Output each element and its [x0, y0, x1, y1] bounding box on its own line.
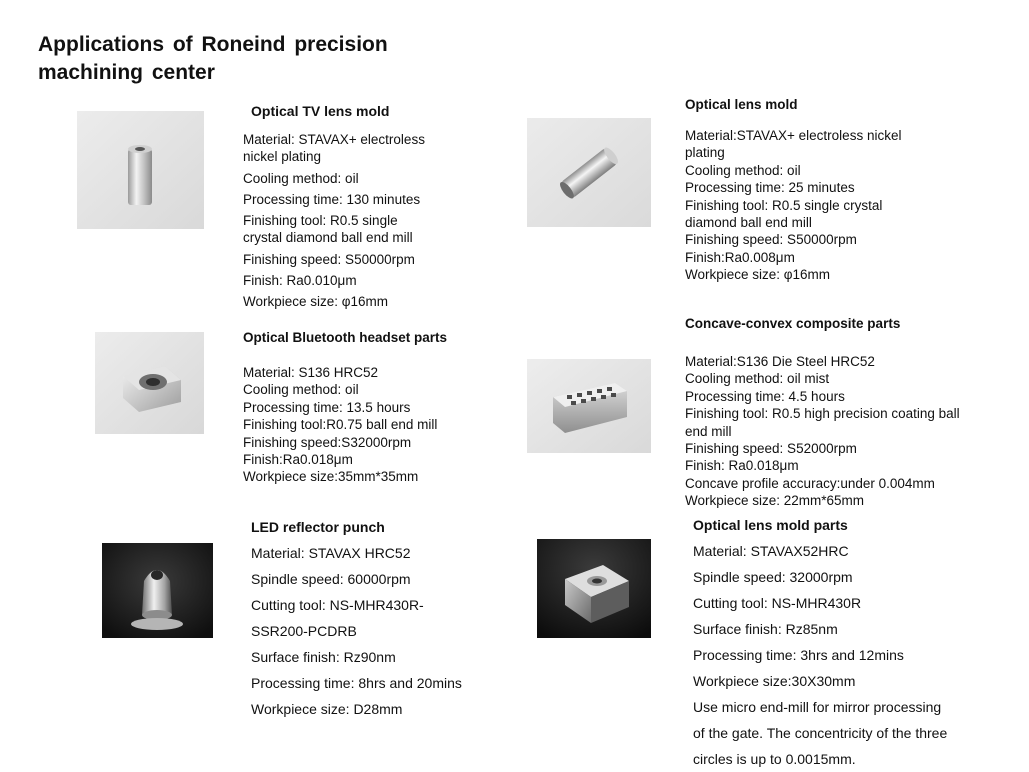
item-heading: Optical lens mold parts	[693, 517, 848, 533]
item-heading: Optical Bluetooth headset parts	[243, 330, 448, 345]
spec-line: Finish:Ra0.018μm	[243, 452, 353, 468]
spec-line: plating	[685, 145, 725, 161]
spec-line: Material: S136 HRC52	[243, 365, 379, 380]
item-heading: LED reflector punch	[251, 519, 385, 535]
spec-line: Processing time: 4.5 hours	[685, 388, 845, 404]
spec-line: Finishing speed: S50000rpm	[685, 232, 857, 248]
spec-line: Cutting tool: NS-MHR430R-	[251, 597, 424, 613]
item-specs	[685, 353, 960, 510]
spec-line: Material:STAVAX+ electroless nickel	[685, 128, 902, 143]
spec-line: Workpiece size: φ16mm	[243, 294, 389, 310]
lens-mold-part-photo	[537, 539, 651, 638]
spec-line: Finishing tool: R0.5 single crystal	[685, 197, 883, 213]
spec-line: crystal diamond ball end mill	[243, 230, 413, 246]
spec-line: Spindle speed: 32000rpm	[693, 569, 853, 585]
led-reflector-punch-photo	[102, 543, 213, 638]
spec-line: Concave profile accuracy:under 0.004mm	[685, 475, 935, 491]
item-specs	[243, 364, 437, 486]
spec-line: Finishing speed:S32000rpm	[243, 434, 412, 450]
spec-line: Workpiece size: 22mm*65mm	[685, 493, 865, 509]
lens-mold-photo	[527, 118, 651, 227]
spec-line: end mill	[685, 423, 732, 439]
tv-lens-mold-photo	[77, 111, 204, 229]
spec-line: Finishing tool:R0.75 ball end mill	[243, 417, 438, 433]
spec-line: Processing time: 3hrs and 12mins	[693, 647, 904, 663]
spec-line: Finishing tool: R0.5 high precision coating ball	[685, 406, 960, 422]
spec-line: Finishing tool: R0.5 single	[243, 213, 398, 229]
spec-line: of the gate. The concentricity of the three	[693, 725, 948, 741]
spec-line: Finish: Ra0.018μm	[685, 458, 799, 474]
spec-line: Material: STAVAX HRC52	[251, 545, 411, 561]
item-heading: Optical lens mold	[685, 97, 798, 112]
spec-line: Cutting tool: NS-MHR430R	[693, 595, 862, 611]
spec-line: Cooling method: oil	[685, 162, 801, 178]
spec-line: Use micro end-mill for mirror processing	[693, 699, 942, 715]
spec-line: Finish:Ra0.008μm	[685, 249, 795, 265]
spec-line: Workpiece size:30X30mm	[693, 673, 856, 689]
spec-line: SSR200-PCDRB	[251, 623, 357, 639]
spec-line: circles is up to 0.0015mm.	[693, 751, 856, 767]
spec-line: Processing time: 25 minutes	[685, 180, 855, 196]
spec-line: Processing time: 130 minutes	[243, 191, 421, 207]
item-heading: Concave-convex composite parts	[685, 316, 901, 331]
spec-line: Cooling method: oil	[243, 382, 359, 398]
item-specs	[693, 538, 947, 772]
page-title: Applications of Roneind precision machining center	[38, 33, 388, 84]
item-specs	[685, 127, 901, 284]
spec-line: Workpiece size:35mm*35mm	[243, 469, 419, 485]
spec-line: Cooling method: oil mist	[685, 371, 830, 387]
spec-line: Finishing speed: S52000rpm	[685, 441, 857, 457]
item-specs	[243, 131, 425, 311]
spec-line: Finish: Ra0.010μm	[243, 273, 357, 289]
spec-line: nickel plating	[243, 149, 322, 165]
bluetooth-headset-part-photo	[95, 332, 204, 434]
spec-line: Workpiece size: D28mm	[251, 701, 403, 717]
spec-line: Material: STAVAX+ electroless	[243, 132, 425, 147]
item-specs	[251, 540, 462, 722]
spec-line: Material:S136 Die Steel HRC52	[685, 354, 875, 369]
spec-line: diamond ball end mill	[685, 215, 812, 231]
concave-convex-part-photo	[527, 359, 651, 453]
spec-line: Surface finish: Rz90nm	[251, 649, 396, 665]
spec-line: Processing time: 8hrs and 20mins	[251, 675, 462, 691]
item-heading: Optical TV lens mold	[251, 103, 390, 119]
spec-line: Spindle speed: 60000rpm	[251, 571, 411, 587]
spec-line: Surface finish: Rz85nm	[693, 621, 838, 637]
spec-line: Material: STAVAX52HRC	[693, 543, 849, 559]
spec-line: Finishing speed: S50000rpm	[243, 251, 415, 267]
spec-line: Processing time: 13.5 hours	[243, 399, 411, 415]
spec-line: Workpiece size: φ16mm	[685, 267, 831, 283]
spec-line: Cooling method: oil	[243, 170, 359, 186]
